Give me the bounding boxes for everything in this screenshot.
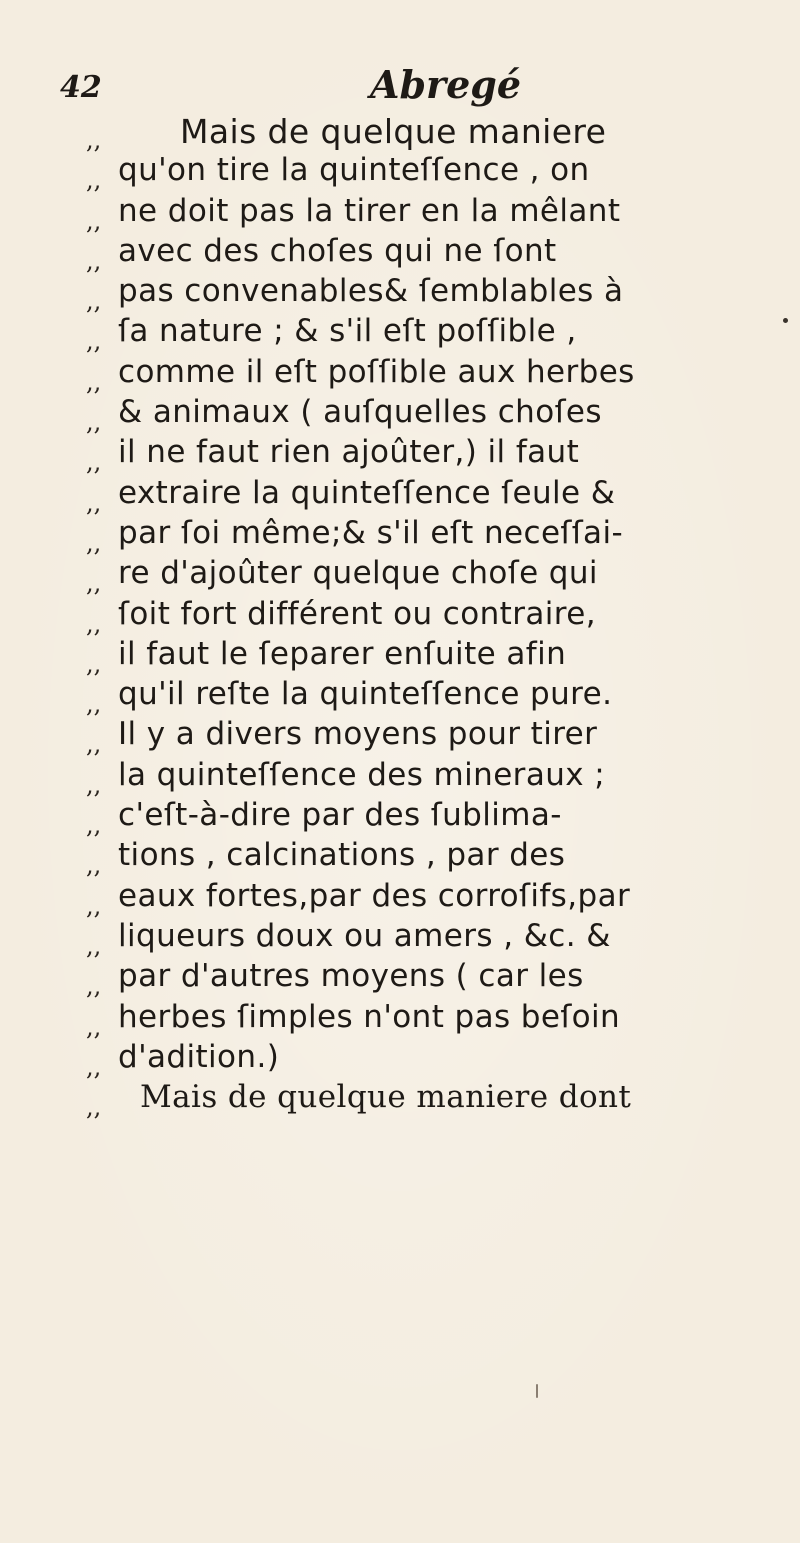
- line-text: d'adition.): [118, 1038, 280, 1075]
- line-text: pas convenables& ſemblables à: [118, 273, 624, 310]
- text-line: [0, 1039, 800, 1079]
- quote-mark: ,,: [86, 206, 102, 235]
- ink-speck: [536, 1384, 538, 1398]
- line-text: ſoit fort différent ou contraire,: [118, 595, 596, 632]
- quote-mark: ,,: [86, 569, 102, 598]
- line-text: re d'ajoûter quelque choſe qui: [118, 555, 598, 592]
- text-line: [0, 757, 800, 797]
- text-line: [0, 999, 800, 1039]
- page-header: [0, 62, 800, 112]
- quote-mark: ,,: [86, 488, 102, 517]
- line-text: la quinteſſence des mineraux ;: [118, 756, 606, 793]
- quote-mark: ,,: [86, 166, 102, 195]
- text-line: [0, 596, 800, 636]
- quote-mark: ,,: [86, 287, 102, 316]
- quote-mark: ,,: [86, 811, 102, 840]
- line-text: qu'on tire la quinteſſence , on: [118, 152, 590, 189]
- line-text: il ne faut rien ajoûter,) il faut: [118, 434, 580, 471]
- quote-mark: ,,: [86, 690, 102, 719]
- text-line: [0, 716, 800, 759]
- line-text: extraire la quinteſſence ſeule &: [118, 474, 616, 511]
- line-text: tions , calcinations , par des: [118, 837, 566, 874]
- line-text: ne doit pas la tirer en la mêlant: [118, 192, 621, 229]
- line-text: comme il eſt poſſible aux herbes: [118, 353, 635, 390]
- text-line: [0, 837, 800, 880]
- text-line: [0, 152, 800, 195]
- body-text: [0, 112, 800, 1122]
- text-line: [0, 918, 800, 958]
- line-text: avec des choſes qui ne ſont: [118, 232, 557, 269]
- quote-mark: ,,: [86, 126, 102, 154]
- text-line: [0, 676, 800, 719]
- text-line: [0, 273, 800, 316]
- line-text: qu'il reſte la quinteſſence pure.: [118, 676, 613, 713]
- text-line: [0, 958, 800, 1001]
- line-text: eaux fortes,par des corroſifs,par: [118, 877, 631, 914]
- text-line: [0, 515, 800, 555]
- text-line: [0, 434, 800, 477]
- quote-mark: ,,: [86, 528, 102, 557]
- quote-mark: ,,: [86, 246, 102, 275]
- page-number: 42: [60, 70, 102, 105]
- quote-mark: ,,: [86, 730, 102, 759]
- text-line: [0, 636, 800, 676]
- text-line: [0, 112, 800, 152]
- text-line: [0, 193, 800, 233]
- line-text: par d'autres moyens ( car les: [118, 958, 584, 995]
- line-text: Il y a divers moyens pour tirer: [118, 716, 598, 753]
- line-text: par ſoi même;& s'il eſt neceſſai-: [118, 514, 624, 551]
- text-line: [0, 475, 800, 515]
- text-line: [0, 233, 800, 273]
- quote-mark: ,,: [86, 367, 102, 396]
- text-line: [0, 354, 800, 394]
- quote-mark: ,,: [86, 931, 102, 960]
- line-text: herbes ſimples n'ont pas beſoin: [118, 998, 621, 1035]
- quote-mark: ,,: [86, 649, 102, 678]
- text-line: [0, 797, 800, 840]
- text-line: [0, 313, 800, 356]
- ink-speck: [783, 318, 788, 323]
- quote-mark: ,,: [86, 851, 102, 880]
- quote-mark: ,,: [86, 1012, 102, 1041]
- text-line: [0, 878, 800, 918]
- quote-mark: ,,: [86, 448, 102, 477]
- text-line: [0, 1079, 800, 1122]
- text-line: [0, 555, 800, 598]
- quote-mark: ,,: [86, 770, 102, 799]
- line-text: Mais de quelque maniere: [180, 112, 607, 151]
- quote-mark: ,,: [86, 408, 102, 437]
- quote-mark: ,,: [86, 1093, 102, 1122]
- quote-mark: ,,: [86, 327, 102, 356]
- running-head: Abregé: [370, 62, 521, 107]
- line-text: liqueurs doux ou amers , &c. &: [118, 917, 611, 954]
- line-text: Mais de quelque maniere dont: [140, 1079, 632, 1116]
- text-line: [0, 394, 800, 437]
- line-text: il faut le ſeparer enſuite afin: [118, 635, 567, 672]
- line-text: & animaux ( auſquelles choſes: [118, 394, 602, 431]
- line-text: ſa nature ; & s'il eſt poſſible ,: [118, 313, 577, 350]
- quote-mark: ,,: [86, 609, 102, 638]
- quote-mark: ,,: [86, 891, 102, 920]
- line-text: c'eſt-à-dire par des ſublima-: [118, 797, 562, 834]
- quote-mark: ,,: [86, 972, 102, 1001]
- quote-mark: ,,: [86, 1052, 102, 1081]
